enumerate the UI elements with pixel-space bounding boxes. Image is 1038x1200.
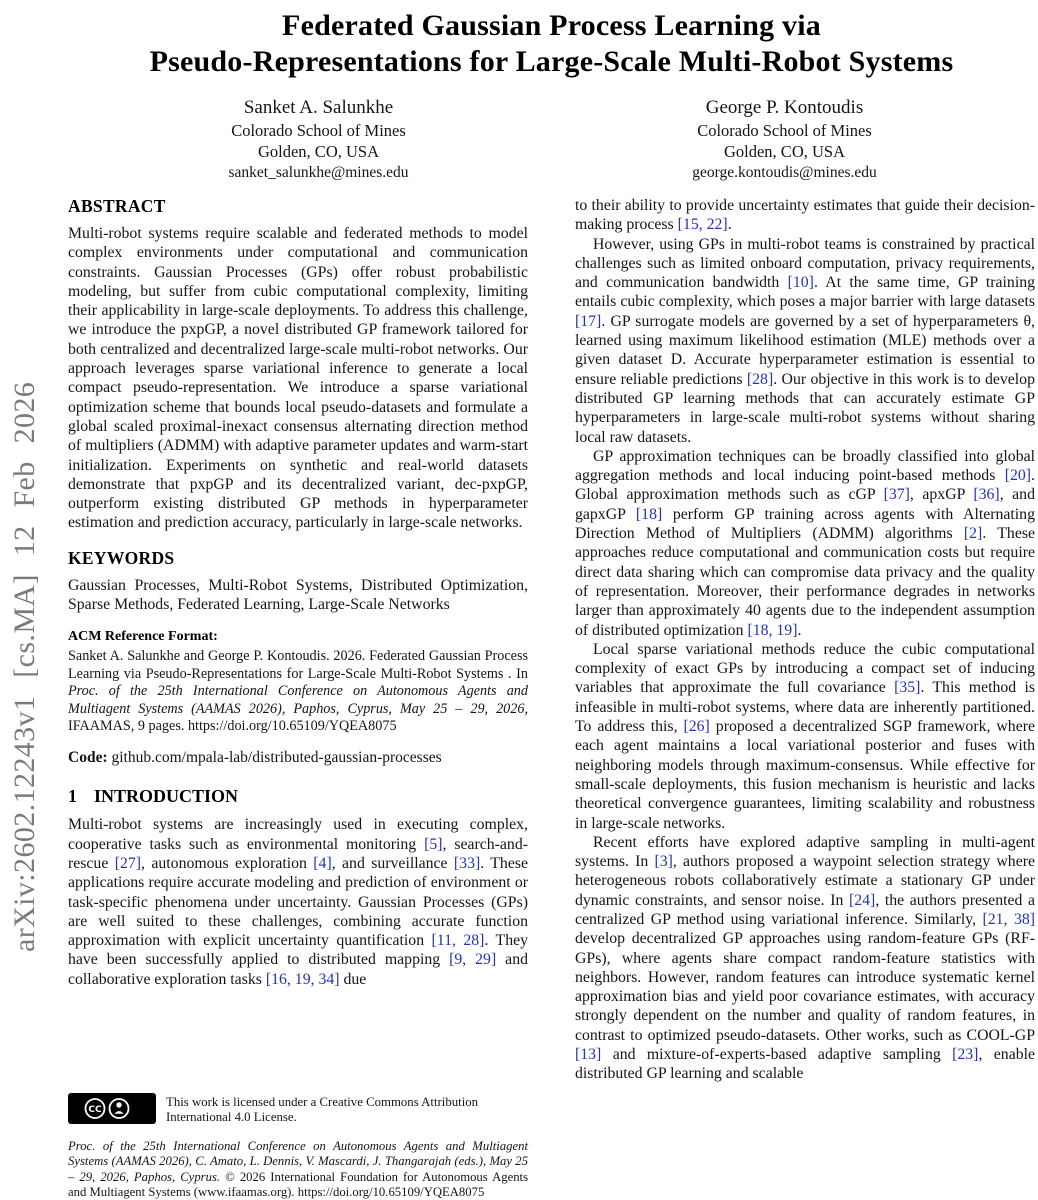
title-line-2: Pseudo-Representations for Large-Scale Multi-Robot Systems	[149, 45, 954, 78]
section-1-heading	[68, 786, 528, 807]
citation-link[interactable]: [4]	[313, 854, 332, 872]
intro-paragraph: Multi-robot systems are increasingly used in executing complex, cooperative tasks such as environmental monitoring [5], search-and-rescue [27], autonomous exploration [4], and surveillance [33]. These applications require accurate modeling and prediction of environment or task-specific phenomena under uncertainty. Gaussian Processes (GPs) are well suited to these challenges, combining accurate function approximation with explicit uncertainty quantification [11, 28]. They have been successfully applied to distributed mapping [9, 29] and collaborative exploration tasks [16, 19, 34] due	[68, 816, 529, 988]
acm-reference-citation: Sanket A. Salunkhe and George P. Kontoudis. 2026. Federated Gaussian Process Learning via Pseudo-Representations for Large-Scale Multi-Robot Systems . In	[68, 648, 528, 682]
acm-reference-text	[68, 648, 528, 735]
author-email[interactable]: george.kontoudis@mines.edu	[692, 164, 877, 181]
author-block	[68, 96, 1035, 183]
cc-license-badge[interactable]	[68, 1093, 156, 1124]
author-2	[552, 96, 1018, 183]
citation-link[interactable]: [2]	[963, 525, 983, 543]
citation-link[interactable]: [16, 19, 34]	[265, 970, 340, 988]
conference-footnote	[68, 1139, 528, 1200]
body-paragraph: to their ability to provide uncertainty estimates that guide their decision-making process [15, 22].	[575, 197, 1035, 234]
title-line-1: Federated Gaussian Process Learning via	[282, 9, 821, 42]
citation-link[interactable]: [23]	[952, 1046, 979, 1064]
acm-reference-heading: ACM Reference Format:	[68, 629, 218, 645]
citation-link[interactable]: [28]	[746, 370, 774, 388]
citation-link[interactable]: [3]	[654, 853, 673, 871]
body-paragraph: However, using GPs in multi-robot teams is constrained by practical challenges such as limited onboard computation, privacy requirements, and communication bandwidth [10]. At the same time, GP training entails cubic complexity, which poses a major barrier with large datasets [17]. GP surrogate models are governed by a set of hyperparameters θ, learned using maximum likelihood estimation (MLE) methods over a given dataset D. Accurate hyperparameter estimation is essential to ensure reliable predictions [28]. Our objective in this work is to develop distributed GP learning methods that can accurately estimate GP hyperparameters in large-scale multi-robot systems without sharing local raw datasets.	[575, 235, 1035, 446]
acm-reference-pages: IFAAMAS, 9 pages.	[68, 717, 185, 734]
license-block	[68, 1093, 528, 1131]
keywords-text: Gaussian Processes, Multi-Robot Systems, Distributed Optimization, Sparse Methods, Federated Learning, Large-Scale Networks	[68, 576, 528, 614]
citation-link[interactable]: [20]	[1004, 467, 1032, 485]
abstract-text: Multi-robot systems require scalable and federated methods to model complex environments under computational and communication constraints. Gaussian Processes (GPs) offer robust probabilistic modeling, but suffer from cubic computational complexity, limiting their applicability in large-scale deployments. To address this challenge, we introduce the pxpGP, a novel distributed GP framework tailored for both centralized and decentralized large-scale multi-robot networks. Our approach leverages sparse variational inference to generate a local compact pseudo-representation. We introduce a sparse variational optimization scheme that bounds local pseudo-datasets and formulate a global scaled proximal-inexact consensus alternating direction method of multipliers (ADMM) with adaptive parameter updates and warm-start initialization. Experiments on synthetic and real-world datasets demonstrate that pxpGP and its decentralized variant, dec-pxpGP, outperform existing distributed GP methods in hyperparameter estimation and prediction accuracy, particularly in large-scale networks.	[68, 225, 528, 532]
acm-reference-venue: Proc. of the 25th International Conference on Autonomous Agents and Multiagent Systems (AAMAS 2026), Paphos, Cyprus, May 25 – 29, 2026,	[68, 683, 528, 717]
author-affiliation: Colorado School of Mines	[697, 121, 872, 140]
footnote-venue: Proc. of the 25th International Conference on Autonomous Agents and Multiagent Systems (AAMAS 2026), C. Amato, L. Dennis, V. Mascardi, J. Thangarajah (eds.), May 25 – 29, 2026, Paphos, Cyprus.	[68, 1139, 528, 1184]
code-line	[68, 748, 528, 767]
footnote-doi-link[interactable]: https://doi.org/10.65109/YQEA8075	[297, 1184, 485, 1199]
paper-header	[68, 0, 1035, 183]
footnote-copyright: © 2026 International Foundation for Autonomous Agents and Multiagent Systems (www.ifaamas.org).	[68, 1169, 529, 1199]
code-repo-link[interactable]: github.com/mpala-lab/distributed-gaussian-processes	[111, 749, 442, 767]
citation-link[interactable]: [17]	[575, 312, 602, 330]
citation-link[interactable]: [33]	[453, 854, 481, 872]
citation-link[interactable]: [26]	[683, 718, 710, 736]
author-location: Golden, CO, USA	[257, 142, 379, 161]
citation-link[interactable]: [9, 29]	[449, 951, 497, 969]
citation-link[interactable]: [15, 22]	[677, 216, 728, 234]
author-affiliation: Colorado School of Mines	[231, 121, 406, 140]
citation-link[interactable]: [21, 38]	[982, 910, 1035, 928]
author-name: Sanket A. Salunkhe	[243, 97, 394, 118]
license-text: This work is licensed under a Creative Commons Attribution International 4.0 License.	[166, 1094, 479, 1125]
citation-link[interactable]: [5]	[424, 835, 443, 853]
body-paragraph: Local sparse variational methods reduce the cubic computational complexity of exact GPs by introducing a compact set of inducing variables that approximate the full covariance [35]. This method is infeasible in multi-robot systems, where data are inherently partitioned. To address this, [26] proposed a decentralized SGP framework, where each agent maintains a local variational posterior and fuses with neighboring models through maximum-consensus. While effective for small-scale deployments, this fusion mechanism is heuristic and lacks theoretical convergence guarantees, limiting scalability and robustness in large-scale networks.	[575, 640, 1035, 832]
citation-link[interactable]: [37]	[883, 486, 910, 504]
citation-link[interactable]: [27]	[114, 854, 142, 872]
left-column	[68, 196, 528, 1200]
author-name: George P. Kontoudis	[705, 97, 864, 118]
abstract-heading: ABSTRACT	[68, 196, 166, 216]
author-location: Golden, CO, USA	[723, 142, 845, 161]
citation-link[interactable]: [10]	[787, 274, 814, 292]
right-column	[575, 196, 1035, 1200]
arxiv-watermark: arXiv:2602.12243v1 [cs.MA] 12 Feb 2026	[8, 381, 41, 952]
code-label: Code:	[68, 749, 108, 767]
citation-link[interactable]: [11, 28]	[431, 932, 485, 950]
svg-text:CC: CC	[88, 1104, 102, 1115]
citation-link[interactable]: [36]	[973, 486, 1000, 504]
two-column-body	[68, 196, 1035, 1200]
author-email[interactable]: sanket_salunkhe@mines.edu	[228, 164, 409, 181]
section-title: INTRODUCTION	[94, 786, 239, 807]
body-paragraph: GP approximation techniques can be broadly classified into global aggregation methods and local inducing point-based methods [20]. Global approximation methods such as cGP [37], apxGP [36], and gapxGP [18] perform GP training across agents with Alternating Direction Method of Multipliers (ADMM) algorithms [2]. These approaches reduce computational and communication costs but require direct data sharing which can compromise data privacy and the quality of representation. Moreover, their performance degrades in networks larger than approximately 40 agents due to the independent assumption of distributed optimization [18, 19].	[575, 447, 1035, 639]
citation-link[interactable]: [24]	[849, 891, 876, 909]
keywords-heading: KEYWORDS	[68, 547, 175, 568]
citation-link[interactable]: [35]	[894, 679, 921, 697]
body-paragraph: Recent efforts have explored adaptive sampling in multi-agent systems. In [3], authors proposed a waypoint selection strategy where heterogeneous robots collaboratively estimate a stationary GP under dynamic constraints, and sensor noise. In [24], the authors presented a centralized GP method using variational inference. Similarly, [21, 38] develop decentralized GP approaches using random-feature GPs (RF-GPs), where agents share compact random-feature statistics with neighbors. However, random features can introduce systematic kernel approximation bias and yield poor covariance estimates, with accuracy strongly dependent on the number and quality of random features, in contrast to optimized pseudo-datasets. Other works, such as COOL-GP [13] and mixture-of-experts-based adaptive sampling [23], enable distributed GP learning and scalable	[575, 833, 1035, 1083]
section-number: 1	[68, 786, 77, 807]
citation-link[interactable]: [13]	[575, 1046, 602, 1064]
citation-link[interactable]: [18]	[635, 505, 663, 523]
citation-link[interactable]: [18, 19]	[747, 621, 798, 639]
paper-title	[68, 8, 1035, 80]
doi-link[interactable]: https://doi.org/10.65109/YQEA8075	[187, 717, 397, 734]
author-1	[86, 96, 552, 183]
cc-badge-background	[68, 1093, 156, 1124]
